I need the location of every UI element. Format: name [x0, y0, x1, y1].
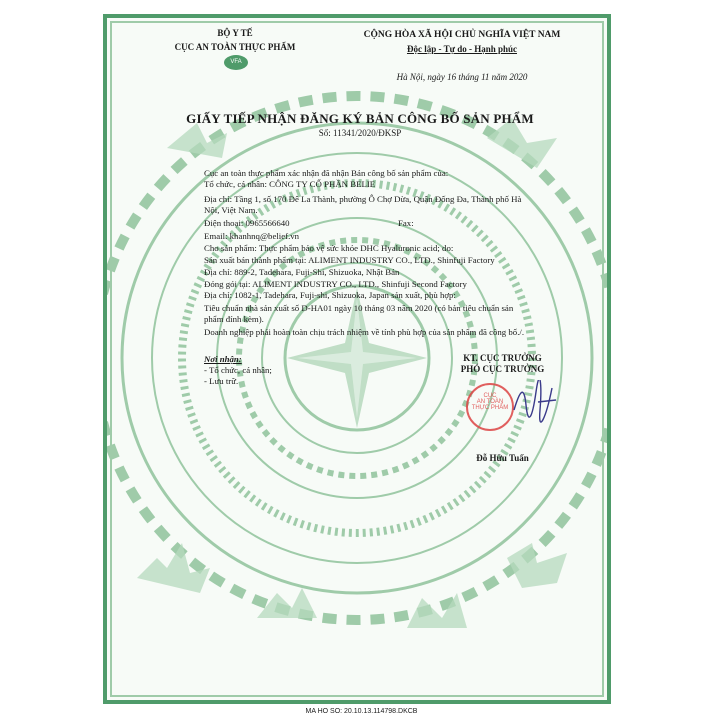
official-stamp [466, 383, 514, 431]
national-motto: Độc lập - Tự do - Hạnh phúc [406, 44, 517, 54]
stamp-text: CỤC [483, 393, 497, 399]
vfa-logo: VFA [224, 55, 248, 70]
body-line: Cho sản phẩm: Thực phẩm bảo vệ sức khỏe DHC Hyaluronic acid; do: [204, 243, 454, 253]
signer-title-1: KT. CỤC TRƯỞNG [463, 353, 542, 363]
body-line: phẩm đính kèm). [204, 314, 264, 324]
dossier-code: MA HO SO: 20.10.13.114798.DKCB [305, 708, 418, 715]
recipient-item: - Lưu trữ. [204, 376, 239, 386]
body-line: Doanh nghiệp phải hoàn toàn chịu trách nhiệm về tính phù hợp của sản phẩm đã công bố./. [204, 327, 525, 337]
country-name: CỘNG HÒA XÃ HỘI CHỦ NGHĨA VIỆT NAM [363, 30, 561, 40]
stamp-text: THỰC PHẨM [471, 405, 509, 411]
body-line: Đóng gói tại: ALIMENT INDUSTRY CO., LTD., Shinfuji Second Factory [204, 279, 467, 289]
body-line: Email: khanhnq@belief.vn [204, 231, 300, 241]
body-line: Cục an toàn thực phẩm xác nhận đã nhận Bản công bố sản phẩm của: [204, 168, 449, 178]
body-line: Địa chỉ: Tầng 1, số 170 Đê La Thành, phường Ô Chợ Dừa, Quận Đống Đa, Thành phố Hà [204, 194, 522, 204]
body-line: Nội, Việt Nam. [204, 205, 258, 215]
phone: Điện thoại: 0965566640 [204, 218, 290, 228]
body-line: Sản xuất bán thành phẩm tại: ALIMENT INDUSTRY CO., LTD., Shinfuji Factory [204, 255, 495, 265]
body-line: Địa chỉ: 889-2, Tadehara, Fuji-Shi, Shizuoka, Nhật Bản [204, 267, 400, 277]
body-line: Tổ chức, cá nhân: CÔNG TY CỔ PHẦN BELIE [204, 179, 376, 189]
ministry-name: BỘ Y TẾ [217, 28, 253, 38]
registration-number: Số: 11341/2020/ĐKSP [318, 128, 402, 138]
signer-name: Đỗ Hữu Tuấn [476, 453, 529, 463]
recipients-label: Nơi nhận: [204, 354, 242, 364]
recipient-item: - Tổ chức, cá nhân; [204, 365, 272, 375]
body-line: Địa chỉ: 1082-1, Tadehara, Fuji-shi, Shizuoka, Japan sản xuất, phù hợp: [204, 290, 456, 300]
body-line: Tiêu chuẩn nhà sản xuất số D-HA01 ngày 10 tháng 03 năm 2020 (có bản tiêu chuẩn sản [204, 303, 514, 313]
handwritten-signature [510, 380, 560, 425]
document-title: GIẤY TIẾP NHẬN ĐĂNG KÝ BẢN CÔNG BỐ SẢN PHẨM [186, 111, 534, 126]
issue-date: Hà Nội, ngày 16 tháng 11 năm 2020 [396, 72, 528, 82]
stamp-text: AN TOÀN [476, 399, 504, 405]
agency-name: CỤC AN TOÀN THỰC PHẨM [174, 42, 296, 52]
fax: Fax: [398, 218, 414, 228]
signer-title-2: PHÓ CỤC TRƯỞNG [460, 364, 545, 374]
